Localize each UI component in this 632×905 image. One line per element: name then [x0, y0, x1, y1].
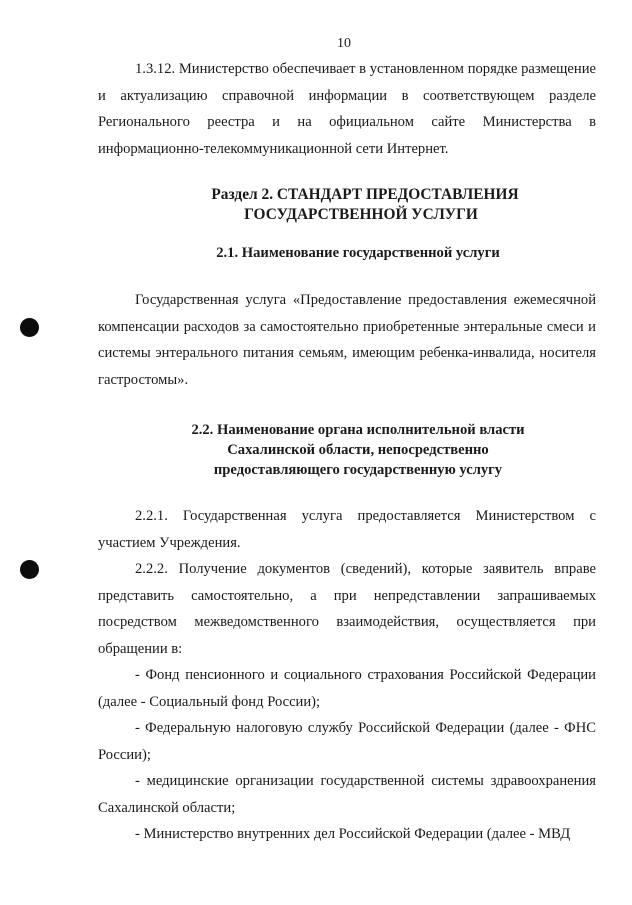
list-item-social-fund: - Фонд пенсионного и социального страхования Российской Федерации (далее - Социальный фонд России); [98, 667, 596, 710]
punch-hole-upper [20, 318, 39, 337]
page-number: 10 [337, 36, 351, 51]
paragraph-2-2-1: 2.2.1. Государственная услуга предоставляется Министерством с участием Учреждения. [98, 508, 596, 551]
subsection-2-1-heading: 2.1. Наименование государственной услуги [216, 245, 500, 261]
subsection-2-1-text: Государственная услуга «Предоставление предоставления ежемесячной компенсации расходов за самостоятельно приобретенные энтеральные смеси и системы энтерального питания семьям, имеющим ребенка-инвалида, носителя гастростомы». [98, 292, 596, 388]
list-item-mvd: - Министерство внутренних дел Российской Федерации (далее - МВД [135, 826, 571, 842]
subsection-2-2-heading-line-2: Сахалинской области, непосредственно [227, 442, 489, 458]
paragraph-1-3-12: 1.3.12. Министерство обеспечивает в установленном порядке размещение и актуализацию справочной информации в соответствующем разделе Регионального реестра и на официальном сайте Министерства в информационно-телекоммуникационной сети Интернет. [98, 61, 596, 157]
subsection-2-2-heading [98, 420, 596, 480]
list-item-fns: - Федеральную налоговую службу Российской Федерации (далее - ФНС России); [98, 720, 596, 763]
punch-hole-lower [20, 560, 39, 579]
section-2-title-line-1: Раздел 2. СТАНДАРТ ПРЕДОСТАВЛЕНИЯ [211, 186, 519, 203]
list-item-medical-organizations: - медицинские организации государственной системы здравоохранения Сахалинской области; [98, 773, 596, 816]
subsection-2-2-heading-line-1: 2.2. Наименование органа исполнительной власти [191, 422, 525, 438]
subsection-2-2-heading-line-3: предоставляющего государственную услугу [213, 462, 503, 478]
section-2-title [98, 185, 596, 225]
section-2-title-line-2: ГОСУДАРСТВЕННОЙ УСЛУГИ [244, 206, 478, 223]
paragraph-2-2-2: 2.2.2. Получение документов (сведений), которые заявитель вправе представить самостоятельно, а при непредставлении запрашиваемых посредством межведомственного взаимодействия, осуществляется при обращении в: [98, 561, 596, 657]
